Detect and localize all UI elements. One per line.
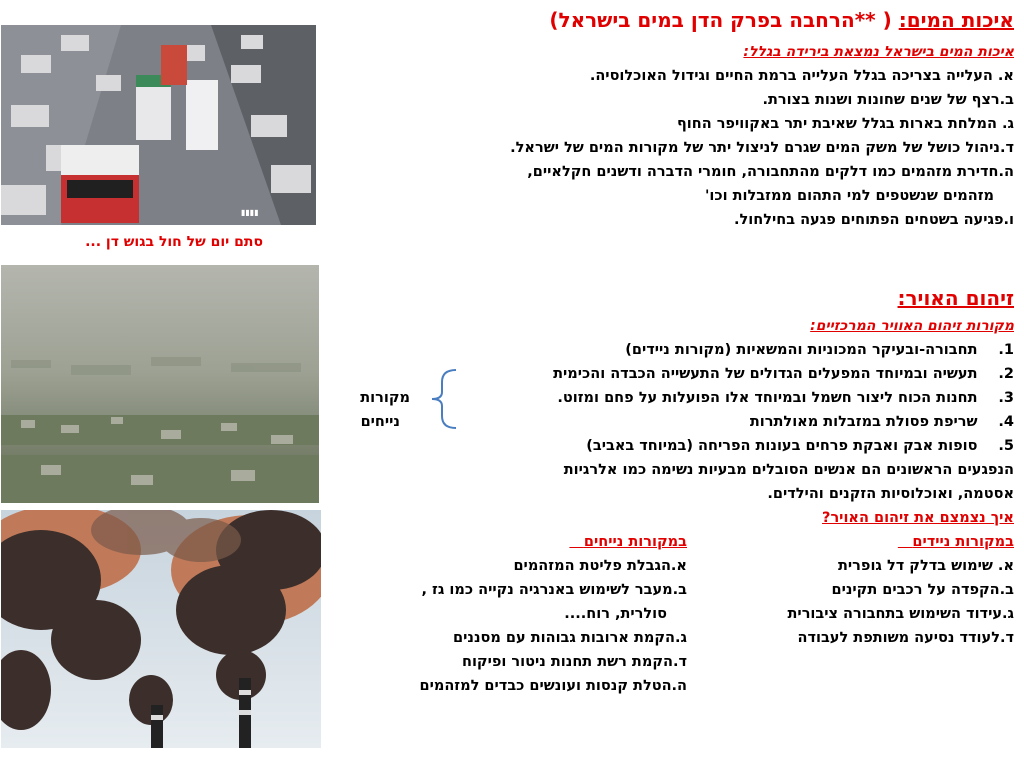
smokestacks-illustration [1,510,321,748]
stationary-item-c: ג.הקמת ארובות גבוהות עם מסננים [453,630,687,646]
air-source-text: שריפת פסולת במזבלות מאולתרות [749,414,978,430]
mobile-heading [898,534,1014,550]
water-item-e: ה.חדירת מזהמים כמו דלקים מהתחבורה, חומרי הדברה ודשנים חקלאיים, [527,164,1014,180]
water-title-note: ( **הרחבה בפרק הדן במים בישראל) [549,8,892,32]
traffic-photo [1,25,316,225]
air-source-num: 5. [998,438,1014,454]
stationary-heading [569,534,687,550]
svg-text:▮▮▮▮: ▮▮▮▮ [241,208,259,217]
mobile-item-d: ד.לעודד נסיעה משותפת לעבודה [797,630,1014,646]
air-source-4 [750,414,1014,430]
stationary-item-a: א.הגבלת פליטת המזהמים [513,558,687,574]
stationary-sources-bracket [412,368,462,430]
water-item-c: ג. המלחת בארות בגלל שאיבת יתר באקוויפר החוף [676,116,1014,132]
water-item-e-cont: מזהמים שנשטפים למי התהום ממזבלות וכו' [704,188,994,204]
mobile-item-a: א. שימוש בדלק דל גופרית [838,558,1014,574]
air-source-1 [625,342,1014,358]
traffic-illustration [1,25,316,225]
hazy-city-photo [1,265,319,503]
stationary-item-d: ד.הקמת רשת תחנות ניטור ופיקוח [461,654,687,670]
water-item-b: ב.רצף של שנים שחונות ושנות בצורת. [762,92,1014,108]
water-item-f: ו.פגיעה בשטחים הפתוחים פגעה בחילחול. [733,212,1014,228]
hazy-city-illustration [1,265,319,503]
air-source-num: 4. [998,414,1014,430]
smokestacks-photo [1,510,321,748]
air-source-text: תחבורה-ובעיקר המכוניות והמשאיות (מקורות ניידים) [625,342,978,358]
bracket-label-sources: מקורות [360,390,410,406]
air-reduce-question: איך נצמצם את זיהום האויר? [822,510,1014,526]
stationary-item-b: ב.מעבר לשימוש באנרגיה נקייה כמו גז , [421,582,687,598]
air-source-num: 3. [998,390,1014,406]
mobile-heading-text: במקורות ניידים [912,534,1014,550]
air-source-text: תחנות הכוח ליצור חשמל ובמיוחד אלו הפועלות על פחם ומזוט. [557,390,978,406]
water-item-a: א. העלייה בצריכה בגלל העלייה ברמת החיים וגידול האוכלוסיה. [589,68,1014,84]
air-affected-1: הנפגעים הראשונים הם אנשים הסובלים מבעיות נשימה כמו אלרגיות [563,462,1014,478]
stationary-heading-text: במקורות נייחים [583,534,687,550]
water-item-d: ד.ניהול כושל של משק המים שגרם לניצול יתר של מקורות המים של ישראל. [510,140,1014,156]
air-source-text: סופות אבק ואבקת פרחים בעונות הפריחה (במיוחד באביב) [586,438,978,454]
air-source-2 [553,366,1014,382]
air-title: זיהום האויר: [897,286,1014,310]
water-title [549,8,1014,32]
air-source-3 [557,390,1014,406]
stationary-item-b-cont: סולרית, רוח.... [564,606,667,622]
air-source-num: 1. [998,342,1014,358]
water-subtitle: איכות המים בישראל נמצאת בירידה בגלל: [743,44,1014,60]
air-affected-2: אסטמה, ואוכלוסיות הזקנים והילדים. [767,486,1014,502]
bracket-label-stationary: נייחים [360,414,400,430]
mobile-item-b: ב.הקפדה על רכבים תקינים [831,582,1014,598]
air-subtitle: מקורות זיהום האוויר המרכזיים: [810,318,1014,334]
air-source-num: 2. [998,366,1014,382]
air-source-text: תעשיה ובמיוחד המפעלים הגדולים של התעשייה הכבדה והכימית [553,366,978,382]
water-title-text: איכות המים: [898,8,1014,32]
air-source-5 [586,438,1014,454]
traffic-photo-caption: סתם יום של חול בגוש דן ... [85,234,263,250]
stationary-item-e: ה.הטלת קנסות ועונשים כבדים למזהמים [419,678,687,694]
mobile-item-c: ג.עידוד השימוש בתחבורה ציבורית [787,606,1014,622]
